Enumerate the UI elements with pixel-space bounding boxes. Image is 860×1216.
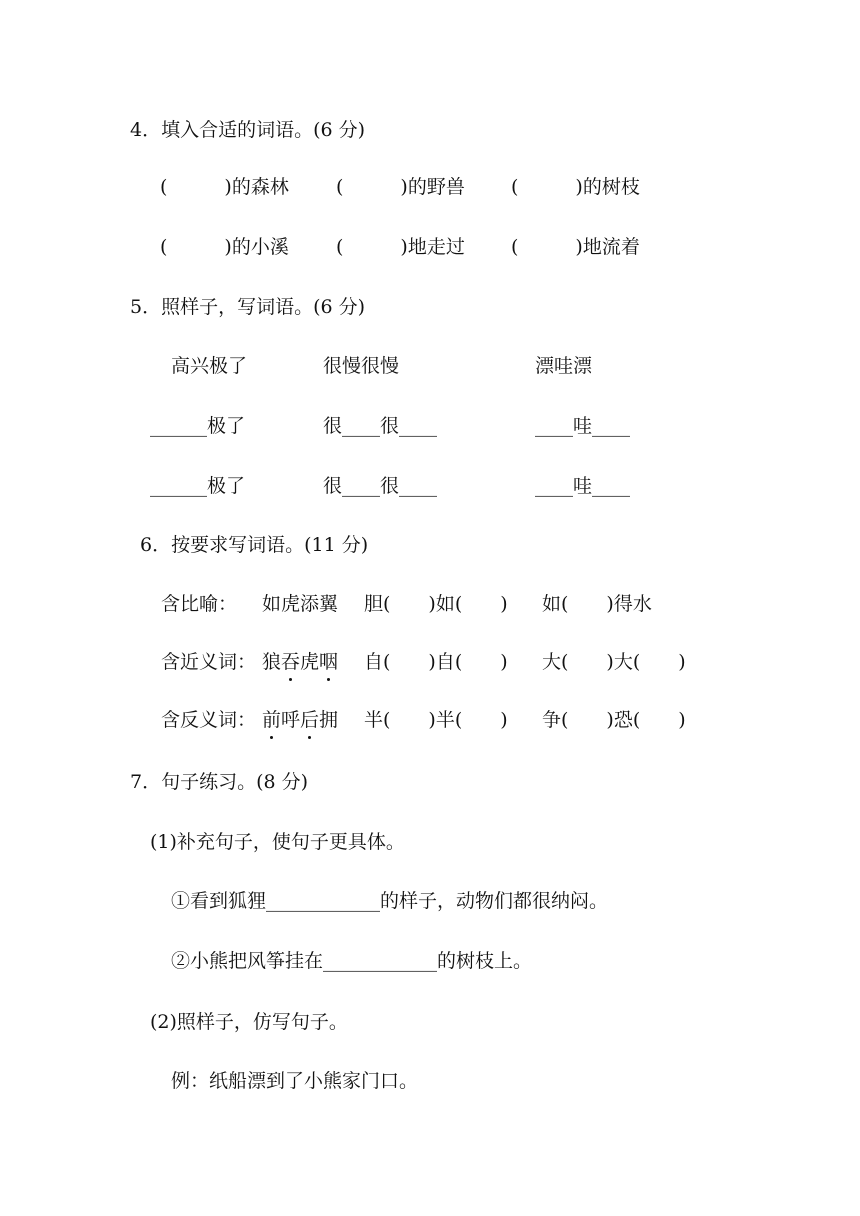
q5-blank-1c[interactable]: ____哇____ <box>535 415 631 437</box>
q6-antonym-blank-1[interactable]: 半( )半( ) <box>364 709 508 731</box>
q4-blank-stream[interactable]: ( )的小溪 <box>160 236 289 258</box>
q6-metaphor-example: 如虎添翼 <box>262 593 339 615</box>
q7-part1-title: (1)补充句子，使句子更具体。 <box>150 831 405 853</box>
q6-synonym-blank-2[interactable]: 大( )大( ) <box>542 651 686 673</box>
q6-metaphor-blank-2[interactable]: 如( )得水 <box>542 593 652 615</box>
q4-blank-forest[interactable]: ( )的森林 <box>160 176 289 198</box>
q7-example: 例：纸船漂到了小熊家门口。 <box>171 1070 419 1092</box>
q4-blank-walk[interactable]: ( )地走过 <box>336 236 465 258</box>
q6-metaphor-label: 含比喻： <box>161 593 238 615</box>
q5-blank-1b[interactable]: 很____很____ <box>323 415 438 437</box>
q6-antonym-char-4: 拥 <box>319 709 339 731</box>
q6-antonym-char-2: 呼 <box>281 709 301 731</box>
q6-synonym-char-4-dotted: 咽 <box>319 651 339 673</box>
q5-blank-2c[interactable]: ____哇____ <box>535 475 631 497</box>
q6-antonym-blank-2[interactable]: 争( )恐( ) <box>542 709 686 731</box>
q6-synonym-blank-1[interactable]: 自( )自( ) <box>364 651 508 673</box>
q5-example-2: 很慢很慢 <box>323 355 400 377</box>
q4-blank-branch[interactable]: ( )的树枝 <box>511 176 640 198</box>
q5-blank-1a[interactable]: ______极了 <box>150 415 246 437</box>
q7-sentence-1[interactable]: ①看到狐狸____________的样子，动物们都很纳闷。 <box>171 890 609 912</box>
q6-antonym-label: 含反义词： <box>161 709 257 731</box>
q5-example-1: 高兴极了 <box>171 355 248 377</box>
q6-synonym-char-1: 狼 <box>262 651 282 673</box>
q6-metaphor-blank-1[interactable]: 胆( )如( ) <box>364 593 508 615</box>
q5-title: 5．照样子，写词语。(6 分) <box>130 296 366 318</box>
q6-synonym-label: 含近义词： <box>161 651 257 673</box>
q6-synonym-char-3: 虎 <box>300 651 320 673</box>
q7-title: 7．句子练习。(8 分) <box>130 771 309 793</box>
q7-part2-title: (2)照样子，仿写句子。 <box>150 1011 348 1033</box>
q5-blank-2a[interactable]: ______极了 <box>150 475 246 497</box>
q7-sentence-2[interactable]: ②小熊把风筝挂在____________的树枝上。 <box>171 950 533 972</box>
q4-title: 4．填入合适的词语。(6 分) <box>130 119 366 141</box>
q5-blank-2b[interactable]: 很____很____ <box>323 475 438 497</box>
q4-blank-beast[interactable]: ( )的野兽 <box>336 176 465 198</box>
q6-antonym-char-3-dotted: 后 <box>300 709 320 731</box>
q4-blank-flow[interactable]: ( )地流着 <box>511 236 640 258</box>
q6-antonym-char-1-dotted: 前 <box>262 709 282 731</box>
q6-title: 6．按要求写词语。(11 分) <box>140 534 369 556</box>
q6-antonym-example <box>262 708 338 732</box>
q6-synonym-char-2-dotted: 吞 <box>281 651 301 673</box>
q6-synonym-example <box>262 650 338 674</box>
q5-example-3: 漂哇漂 <box>535 355 593 377</box>
